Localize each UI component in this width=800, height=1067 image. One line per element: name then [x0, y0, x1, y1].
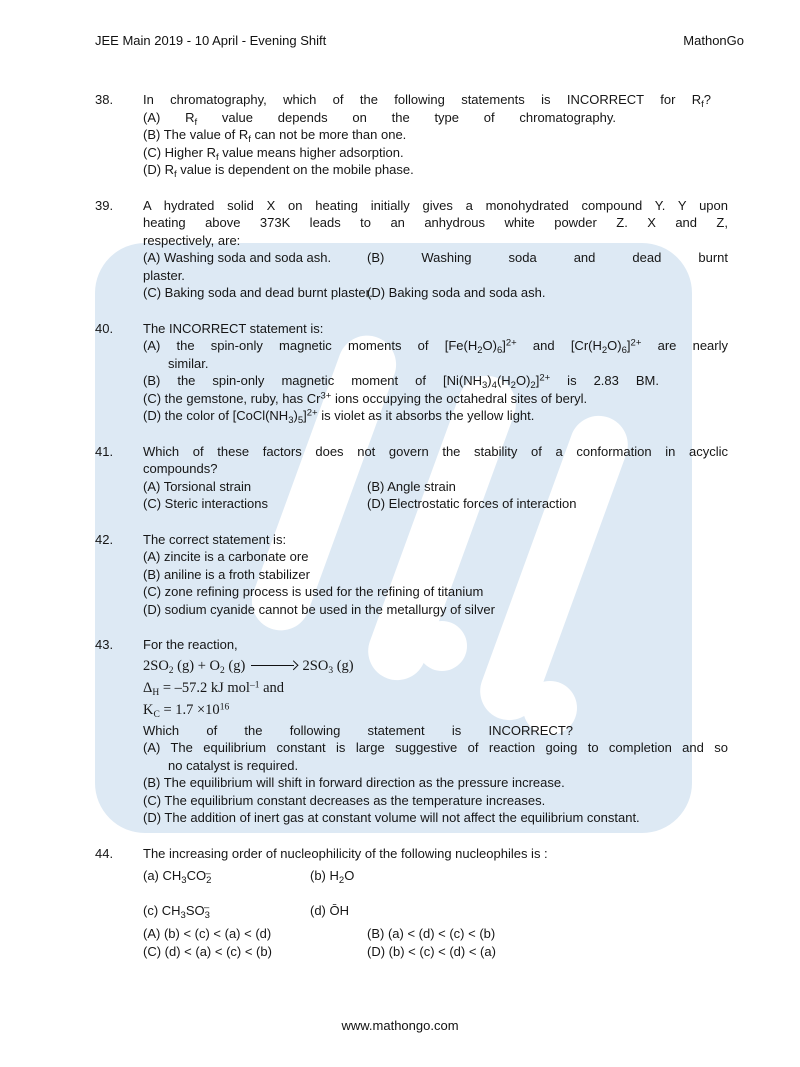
option-c: (C) The equilibrium constant decreases as the temperature increases. — [143, 792, 546, 808]
question-number: 39. — [95, 197, 114, 213]
question-body — [143, 636, 728, 827]
equation-line: $K_C = 1.7 \times 10^{16}$ — [143, 701, 230, 720]
question-number: 38. — [95, 92, 114, 107]
question-body — [143, 531, 728, 619]
question-body — [143, 91, 728, 179]
question-39 — [95, 197, 728, 302]
option-pair-row — [143, 925, 728, 943]
option-d: (D) $R_f$ value is dependent on the mobile phase. — [143, 162, 414, 180]
question-42 — [95, 531, 728, 619]
option-b: (B) (a) < (d) < (c) < (b) — [367, 926, 496, 941]
option-a: (A) Torsional strain — [143, 478, 252, 494]
stem-line: respectively, are: — [143, 232, 241, 248]
stem-line: For the reaction, — [143, 637, 238, 652]
stem-line: The increasing order of nucleophilicity of the following nucleophiles is : — [143, 845, 548, 861]
question-body — [143, 320, 728, 425]
option-b: (B) Washing soda and dead burnt — [367, 250, 728, 265]
option-d: (D) Baking soda and soda ash. — [367, 285, 546, 300]
question-number: 41. — [95, 443, 114, 459]
question-44 — [95, 845, 728, 961]
suboption-b: (b) $H_2O$ — [310, 868, 355, 886]
stem-line: Which of these factors does not govern the stability of a conformation in acyclic — [143, 443, 728, 459]
exam-title: JEE Main 2019 - 10 April - Evening Shift — [95, 33, 327, 48]
option-b: (B) The equilibrium will shift in forward direction as the pressure increase. — [143, 775, 565, 790]
suboption-c: (c) $CH_3SO_3^-$ — [143, 902, 210, 921]
option-c: (C) Higher $R_f$ value means higher adsorption. — [143, 144, 404, 163]
question-number: 42. — [95, 531, 114, 547]
option-c: (C) Steric interactions — [143, 496, 268, 511]
equation-line: $2SO_2$ $(g) + O_2$ (g) $2SO_3$ (g) — [143, 657, 354, 676]
option-b: (B) Angle strain — [367, 478, 456, 494]
option-a: (A) The equilibrium constant is large suggestive of reaction going to completion and so — [143, 740, 728, 755]
option-a: (A) Washing soda and soda ash. — [143, 250, 332, 265]
option-a: (A) the spin-only magnetic moments of $[Fe(H_2O)_6]^{2+}$ and $[Cr(H_2O)_6]^{2+}$ are nearly — [143, 337, 728, 356]
option-pair-row — [143, 867, 728, 885]
stem-line: In chromatography, which of the following statements is INCORRECT for $R_f$? — [143, 92, 711, 110]
stem-line: heating above 373K leads to an anhydrous white powder Z. X and Z, — [143, 215, 728, 230]
option-pair-row — [143, 902, 728, 920]
option-pair-row — [143, 943, 728, 961]
stem-line: A hydrated solid X on heating initially gives a monohydrated compound Y. Y upon — [143, 197, 728, 213]
question-41 — [95, 443, 728, 513]
option-d: (D) the color of $[CoCl(NH_3)_5]^{2+}$ is violet as it absorbs the yellow light. — [143, 407, 535, 426]
question-number: 43. — [95, 637, 114, 652]
option-c: (C) (d) < (a) < (c) < (b) — [143, 943, 272, 959]
footer-url: www.mathongo.com — [341, 1018, 459, 1033]
stem-line: The correct statement is: — [143, 531, 287, 547]
option-d: (D) The addition of inert gas at constant volume will not affect the equilibrium constant. — [143, 810, 640, 825]
question-body — [143, 197, 728, 302]
option-b: (B) The value of $R_f$ can not be more than one. — [143, 127, 407, 145]
suboption-d: (d) ŌH — [310, 902, 349, 918]
questions-list — [95, 91, 728, 978]
option-pair-row — [143, 284, 728, 302]
option-c: (C) the gemstone, ruby, has $Cr^{3+}$ ions occupying the octahedral sites of beryl. — [143, 390, 588, 406]
question-38 — [95, 91, 728, 179]
option-a: (A) $R_f$ value depends on the type of chromatography. — [143, 109, 616, 128]
question-40 — [95, 320, 728, 425]
option-pair-row — [143, 495, 728, 513]
stem-line: Which of the following statement is INCORRECT? — [143, 722, 573, 738]
question-body — [143, 845, 728, 961]
option-b: (B) aniline is a froth stabilizer — [143, 566, 310, 582]
question-body — [143, 443, 728, 513]
suboption-a: (a) $CH_3CO_2^-$ — [143, 867, 212, 886]
option-d: (D) Electrostatic forces of interaction — [367, 496, 577, 511]
option-a: (A) zincite is a carbonate ore — [143, 549, 309, 564]
option-c: (C) zone refining process is used for the refining of titanium — [143, 584, 484, 599]
option-continuation: similar. — [168, 355, 209, 371]
question-43 — [95, 636, 728, 827]
page-header — [95, 33, 744, 48]
option-c: (C) Baking soda and dead burnt plaster. — [143, 285, 373, 300]
reaction-arrow-icon — [250, 660, 298, 671]
option-d: (D) (b) < (c) < (d) < (a) — [367, 943, 496, 959]
question-number: 40. — [95, 320, 114, 336]
option-continuation: no catalyst is required. — [168, 757, 299, 773]
option-a: (A) (b) < (c) < (a) < (d) — [143, 926, 272, 941]
option-pair-row — [143, 478, 728, 496]
stem-line: compounds? — [143, 461, 218, 476]
question-number: 44. — [95, 845, 114, 861]
option-pair-row — [143, 249, 728, 267]
option-b: (B) the spin-only magnetic moment of $[Ni(NH_3)_4(H_2O)_2]^{2+}$ is 2.83 BM. — [143, 372, 659, 391]
option-d: (D) sodium cyanide cannot be used in the metallurgy of silver — [143, 601, 495, 617]
option-continuation: plaster. — [143, 267, 185, 283]
brand-name: MathonGo — [683, 33, 744, 48]
page-footer — [0, 1018, 800, 1033]
stem-line: The INCORRECT statement is: — [143, 320, 324, 336]
equation-line: $\Delta_H = -57.2$ kJ mol$^{-1}$ and — [143, 679, 285, 698]
